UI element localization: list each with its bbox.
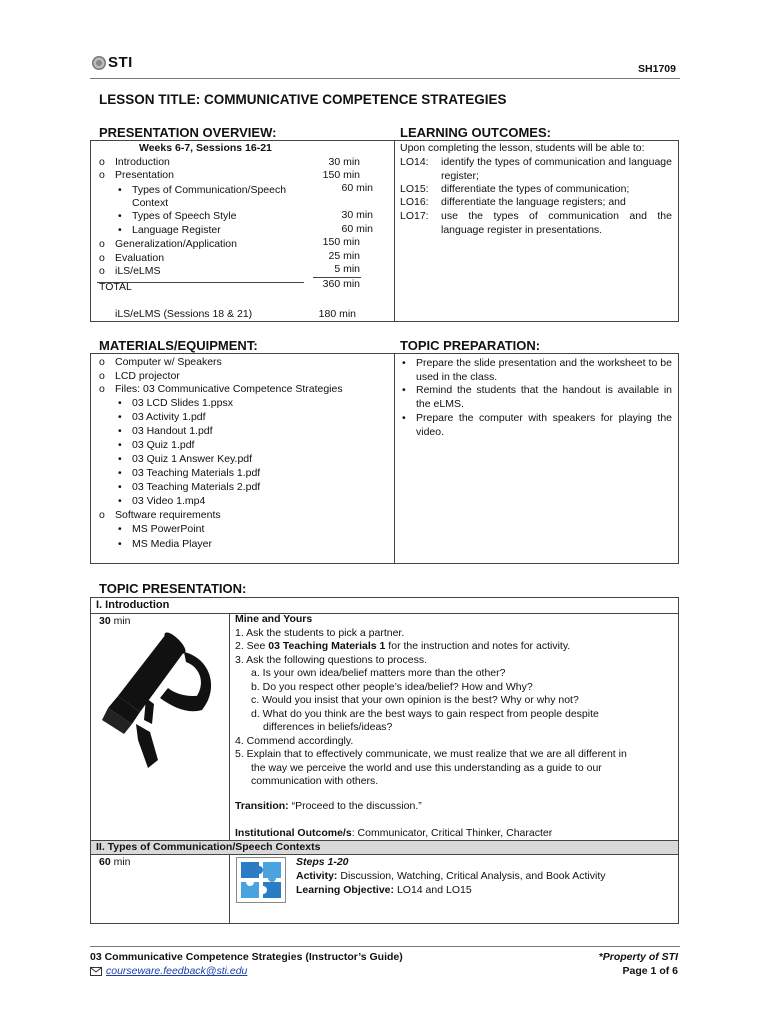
footer-page: Page 1 of 6: [622, 965, 678, 977]
lesson-title: LESSON TITLE: COMMUNICATIVE COMPETENCE STRATEGIES: [99, 92, 507, 107]
outcome-label: Institutional Outcome/s: [235, 827, 352, 839]
outcome-text: : Communicator, Critical Thinker, Character: [351, 827, 553, 839]
institutional-outcome: [235, 827, 552, 841]
material-item: o Files: 03 Communicative Competence Strategies: [115, 383, 343, 397]
puzzle-icon-frame: [236, 857, 286, 903]
ils-label: iLS/eLMS (Sessions 18 & 21): [115, 308, 253, 320]
step: 4. Commend accordingly.: [235, 735, 354, 747]
logo-text: STI: [108, 54, 133, 72]
step-ref: 03 Teaching Materials 1: [268, 640, 386, 652]
file-item: • 03 LCD Slides 1.ppsx: [132, 397, 233, 411]
material-item: o Software requirements: [115, 509, 221, 523]
step-cont: the way we perceive the world and use this understanding as a guide to our: [251, 762, 602, 774]
outcome-code: LO16:: [400, 196, 429, 208]
question: a. Is your own idea/belief matters more than the other?: [251, 667, 506, 679]
footer-rule: [90, 946, 680, 947]
activity-text: Discussion, Watching, Critical Analysis, and Book Activity: [337, 870, 606, 882]
steps-label: Steps 1-20: [296, 856, 349, 868]
activity-label: Activity:: [296, 870, 338, 882]
col-divider: [229, 613, 230, 840]
overview-heading: PRESENTATION OVERVIEW:: [99, 125, 277, 140]
logo-mark-icon: [92, 56, 106, 70]
table-divider: [394, 353, 395, 564]
overview-time: 150 min: [322, 169, 360, 181]
overview-subitem: • Types of Speech Style: [132, 210, 236, 224]
total-label: TOTAL: [99, 281, 132, 293]
outcome-code: LO17:: [400, 210, 429, 222]
file-item: • 03 Video 1.mp4: [132, 495, 205, 509]
overview-time: 60 min: [341, 182, 373, 194]
prep-item: • Remind the students that the handout is available in the eLMS.: [416, 384, 672, 411]
col-divider: [229, 855, 230, 923]
step-text: for the instruction and notes for activity.: [385, 640, 571, 652]
step-text: 2. See: [235, 640, 269, 652]
question: c. Would you insist that your own opinion is the best? Why or why not?: [251, 694, 579, 706]
footer-email-row: [90, 965, 247, 979]
objective-label: Learning Objective:: [296, 884, 395, 896]
header-rule: [90, 78, 680, 79]
table-divider: [394, 140, 395, 322]
envelope-icon: [90, 967, 102, 976]
prep-item: • Prepare the slide presentation and the worksheet to be used in the class.: [416, 357, 672, 384]
feedback-email-link[interactable]: courseware.feedback@sti.edu: [106, 965, 248, 977]
section-1-title: I. Introduction: [96, 599, 170, 611]
activity-title: Mine and Yours: [235, 613, 313, 625]
step: 5. Explain that to effectively communicate, we must realize that we are all different in: [235, 748, 627, 760]
topic-heading: TOPIC PRESENTATION:: [99, 581, 247, 596]
objective-line: [296, 884, 472, 898]
software-item: • MS Media Player: [132, 538, 212, 552]
transition: [235, 800, 422, 814]
outcome-item: [400, 183, 672, 197]
file-item: • 03 Quiz 1.pdf: [132, 439, 194, 453]
file-item: • 03 Quiz 1 Answer Key.pdf: [132, 453, 252, 467]
time-unit: min: [110, 615, 131, 627]
overview-item: o Evaluation: [115, 252, 164, 266]
preparation-heading: TOPIC PREPARATION:: [400, 338, 541, 353]
overview-item: o Presentation: [115, 169, 174, 183]
step: 1. Ask the students to pick a partner.: [235, 627, 405, 639]
overview-time: 30 min: [328, 156, 360, 168]
prep-item: • Prepare the computer with speakers for playing the video.: [416, 412, 672, 439]
puzzle-icon: [237, 858, 285, 902]
outcomes-intro: Upon completing the lesson, students will be able to:: [400, 142, 645, 154]
activity-line: [296, 870, 606, 884]
outcome-item: [400, 196, 672, 210]
step-cont: communication with others.: [251, 775, 379, 787]
transition-text: “Proceed to the discussion.”: [288, 800, 422, 812]
overview-time: 30 min: [341, 209, 373, 221]
objective-text: LO14 and LO15: [394, 884, 472, 896]
material-item: o Computer w/ Speakers: [115, 356, 222, 370]
outcome-code: LO14:: [400, 156, 429, 168]
total-time: 360 min: [322, 278, 360, 290]
overview-time: 5 min: [334, 263, 360, 275]
outcome-item: [400, 210, 672, 237]
time-number: 30: [99, 615, 111, 627]
outcomes-heading: LEARNING OUTCOMES:: [400, 125, 551, 140]
section-1-time: [99, 615, 131, 629]
time-unit: min: [110, 856, 131, 868]
overview-time: 150 min: [322, 236, 360, 248]
overview-item: o iLS/eLMS: [115, 265, 161, 279]
megaphone-icon: [98, 628, 226, 780]
step: 3. Ask the following questions to process.: [235, 654, 428, 666]
file-item: • 03 Activity 1.pdf: [132, 411, 206, 425]
material-item: o LCD projector: [115, 370, 180, 384]
overview-subitem: • Types of Communication/Speech: [132, 184, 286, 198]
footer-doc-title: 03 Communicative Competence Strategies (Instructor’s Guide): [90, 951, 403, 963]
section-2-time: [99, 856, 131, 870]
outcome-item: [400, 156, 672, 183]
overview-time: 60 min: [341, 223, 373, 235]
footer-property: *Property of STI: [598, 951, 678, 963]
question-cont: differences in beliefs/ideas?: [263, 721, 393, 733]
materials-heading: MATERIALS/EQUIPMENT:: [99, 338, 258, 353]
row-rule: [90, 613, 679, 614]
sti-logo: [92, 56, 133, 70]
software-item: • MS PowerPoint: [132, 523, 204, 537]
question: d. What do you think are the best ways to gain respect from people despite: [251, 708, 599, 720]
file-item: • 03 Teaching Materials 2.pdf: [132, 481, 260, 495]
transition-label: Transition:: [235, 800, 289, 812]
file-item: • 03 Handout 1.pdf: [132, 425, 213, 439]
outcome-code: LO15:: [400, 183, 429, 195]
time-number: 60: [99, 856, 111, 868]
section-2-title: II. Types of Communication/Speech Contexts: [96, 841, 321, 853]
overview-subitem: • Language Register: [132, 224, 221, 238]
overview-item: o Introduction: [115, 156, 170, 170]
doc-id: SH1709: [638, 63, 676, 75]
ils-time: 180 min: [318, 308, 356, 320]
overview-time: 25 min: [328, 250, 360, 262]
outcome-text: identify the types of communication and language register;: [441, 156, 672, 182]
outcome-text: differentiate the language registers; and: [441, 196, 626, 208]
file-item: • 03 Teaching Materials 1.pdf: [132, 467, 260, 481]
outcome-text: differentiate the types of communication;: [441, 183, 630, 195]
overview-item: o Generalization/Application: [115, 238, 237, 252]
weeks-label: Weeks 6-7, Sessions 16-21: [139, 142, 272, 154]
overview-subitem-cont: Context: [132, 197, 169, 209]
question: b. Do you respect other people’s idea/belief? How and Why?: [251, 681, 533, 693]
step: [235, 640, 570, 654]
outcome-text: use the types of communication and the language register in presentations.: [441, 210, 672, 236]
